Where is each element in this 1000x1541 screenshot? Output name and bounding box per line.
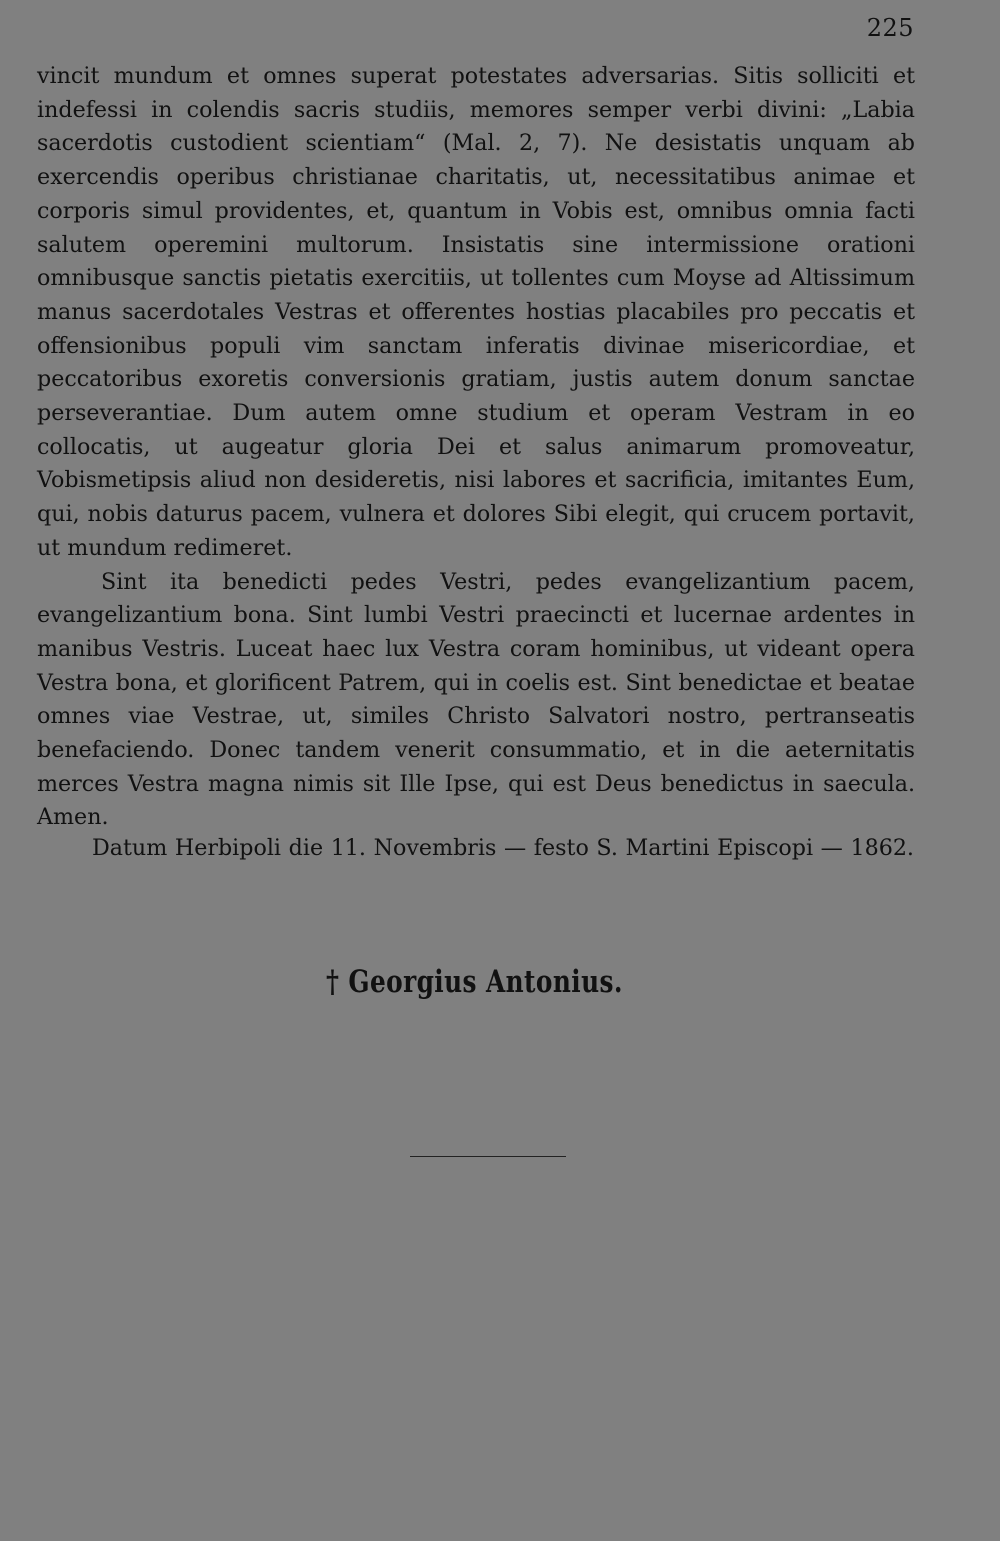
signature: † Georgius Antonius. <box>326 964 623 1000</box>
page-number: 225 <box>866 14 914 42</box>
dateline: Datum Herbipoli die 11. Novembris — festo S. Martini Episcopi — 1862. <box>92 835 914 861</box>
paragraph-1: vincit mundum et omnes superat potestates adversarias. Sitis solliciti et indefessi in colendis sacris studiis, memores semper verbi divini: „Labia sacerdotis custodient scientiam“ (Mal. 2, 7). Ne desistatis unquam ab exercendis operibus christianae charitatis, ut, necessitatibus animae et corporis simul providentes, et, quantum in Vobis est, omnibus omnia facti salutem operemini multorum. Insistatis sine intermissione orationi omnibusque sanctis pietatis exercitiis, ut tollentes cum Moyse ad Altissimum manus sacerdotales Vestras et offerentes hostias placabiles pro peccatis et offensionibus populi vim sanctam inferatis divinae misericordiae, et peccatoribus exoretis conversionis gratiam, justis autem donum sanctae perseverantiae. Dum autem omne studium et operam Vestram in eo collocatis, ut augeatur gloria Dei et salus animarum promoveatur, Vobismetipsis aliud non desideretis, nisi labores et sacrificia, imitantes Eum, qui, nobis daturus pacem, vulnera et dolores Sibi elegit, qui crucem portavit, ut mundum redimeret. <box>37 63 915 561</box>
document-body <box>37 60 915 835</box>
paragraph-2: Sint ita benedicti pedes Vestri, pedes evangelizantium pacem, evangelizantium bona. Sint lumbi Vestri praecincti et lucernae ardentes in manibus Vestris. Luceat haec lux Vestra coram hominibus, ut videant opera Vestra bona, et glorificent Patrem, qui in coelis est. Sint benedictae et beatae omnes viae Vestrae, ut, similes Christo Salvatori nostro, pertranseatis benefaciendo. Donec tandem venerit consummatio, et in die aeternitatis merces Vestra magna nimis sit Ille Ipse, qui est Deus benedictus in saecula. Amen. <box>37 568 915 831</box>
footer-rule <box>410 1156 566 1157</box>
